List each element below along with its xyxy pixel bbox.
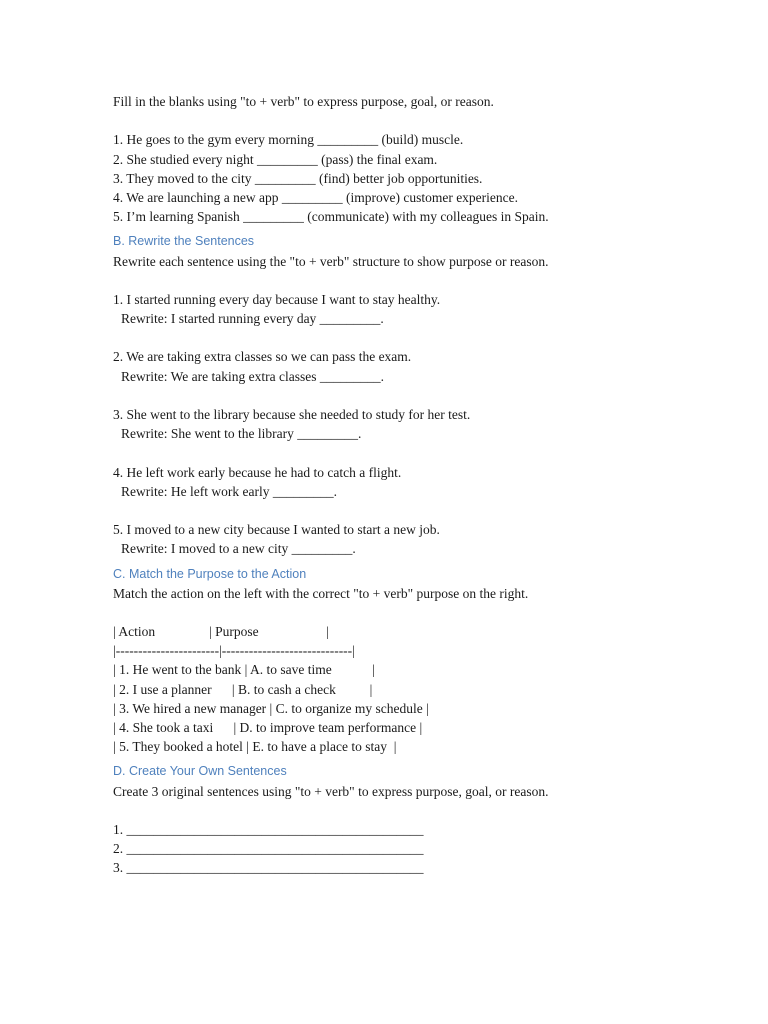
worksheet xyxy=(113,92,713,878)
match-table-header: | Action | Purpose | xyxy=(113,624,329,640)
section-a-instruction: Fill in the blanks using "to + verb" to express purpose, goal, or reason. xyxy=(113,94,494,109)
match-table-row: | 4. She took a taxi | D. to improve team performance | xyxy=(113,720,423,735)
section-a-item: 2. She studied every night _________ (pass) the final exam. xyxy=(113,151,438,167)
match-table-row: | 5. They booked a hotel | E. to have a place to stay | xyxy=(113,739,397,755)
section-b-sentence: 5. I moved to a new city because I wanted to start a new job. xyxy=(113,522,440,538)
answer-line: 2. ____________________________________________ xyxy=(113,841,424,857)
section-a-item: 5. I’m learning Spanish _________ (communicate) with my colleagues in Spain. xyxy=(113,209,549,225)
section-b-rewrite: Rewrite: We are taking extra classes _________. xyxy=(121,368,384,384)
match-table-row: | 2. I use a planner | B. to cash a check | xyxy=(113,681,373,697)
section-a-item: 1. He goes to the gym every morning _________ (build) muscle. xyxy=(113,132,464,148)
section-b-title: B. Rewrite the Sentences xyxy=(113,234,255,249)
section-b-instruction: Rewrite each sentence using the "to + verb" structure to show purpose or reason. xyxy=(113,253,549,269)
match-table-divider: |-----------------------|-----------------------------| xyxy=(113,643,355,659)
match-table-row: | 1. He went to the bank | A. to save time | xyxy=(113,662,375,678)
section-d-instruction: Create 3 original sentences using "to + verb" to express purpose, goal, or reason. xyxy=(113,783,549,799)
section-b-rewrite: Rewrite: I moved to a new city _________. xyxy=(121,541,356,557)
answer-line: 1. ____________________________________________ xyxy=(113,821,424,837)
section-c-title: C. Match the Purpose to the Action xyxy=(113,566,307,581)
section-b-sentence: 2. We are taking extra classes so we can pass the exam. xyxy=(113,349,412,365)
section-c-instruction: Match the action on the left with the correct "to + verb" purpose on the right. xyxy=(113,585,529,601)
section-d-title: D. Create Your Own Sentences xyxy=(113,764,287,779)
section-b-rewrite: Rewrite: She went to the library _________. xyxy=(121,426,362,442)
section-b-sentence: 3. She went to the library because she needed to study for her test. xyxy=(113,407,471,422)
section-b-rewrite: Rewrite: He left work early _________. xyxy=(121,483,337,499)
match-table-row: | 3. We hired a new manager | C. to organize my schedule | xyxy=(113,700,429,716)
section-a-item: 3. They moved to the city _________ (find) better job opportunities. xyxy=(113,170,483,186)
answer-line: 3. ____________________________________________ xyxy=(113,860,424,876)
section-b-sentence: 1. I started running every day because I want to stay healthy. xyxy=(113,291,441,307)
section-b-rewrite: Rewrite: I started running every day _________. xyxy=(121,311,384,327)
section-b-sentence: 4. He left work early because he had to catch a flight. xyxy=(113,464,402,480)
section-a-item: 4. We are launching a new app _________ (improve) customer experience. xyxy=(113,189,519,205)
